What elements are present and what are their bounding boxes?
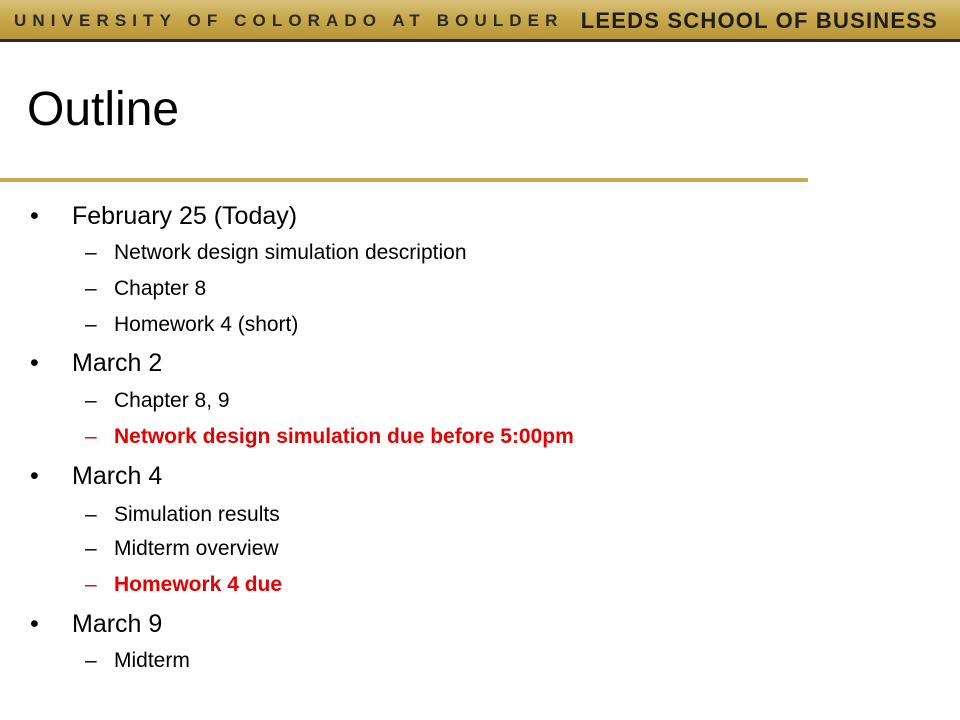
dash-icon: – [85, 649, 97, 672]
dash-icon: – [85, 503, 97, 526]
dash-icon: – [85, 241, 97, 264]
outline-subitem-label: Chapter 8, 9 [114, 389, 230, 412]
bullet-icon: • [30, 202, 39, 230]
outline-item-label: March 4 [72, 462, 163, 490]
outline-item-label: March 9 [72, 610, 163, 638]
bullet-icon: • [30, 610, 39, 638]
university-name: UNIVERSITY OF COLORADO AT BOULDER [14, 11, 564, 30]
dash-icon: – [85, 425, 97, 448]
outline-subitem-label-highlighted: Homework 4 due [114, 573, 283, 596]
outline-subitem-label: Network design simulation description [114, 241, 467, 264]
outline-item-label: March 2 [72, 349, 163, 377]
outline-subitem-label-highlighted: Network design simulation due before 5:00pm [114, 425, 574, 448]
outline-item-label: February 25 (Today) [72, 202, 298, 230]
bullet-icon: • [30, 462, 39, 490]
outline-subitem-label: Simulation results [114, 503, 280, 526]
bullet-icon: • [30, 349, 39, 377]
dash-icon: – [85, 277, 97, 300]
dash-icon: – [85, 313, 97, 336]
slide-title: Outline [27, 83, 180, 136]
outline-subitem-label: Chapter 8 [114, 277, 207, 300]
dash-icon: – [85, 537, 97, 560]
dash-icon: – [85, 389, 97, 412]
dash-icon: – [85, 573, 97, 596]
outline-subitem-label: Midterm [114, 649, 190, 672]
outline-subitem-label: Homework 4 (short) [114, 313, 299, 336]
outline-subitem-label: Midterm overview [114, 537, 279, 560]
school-name: LEEDS SCHOOL OF BUSINESS [580, 8, 938, 33]
